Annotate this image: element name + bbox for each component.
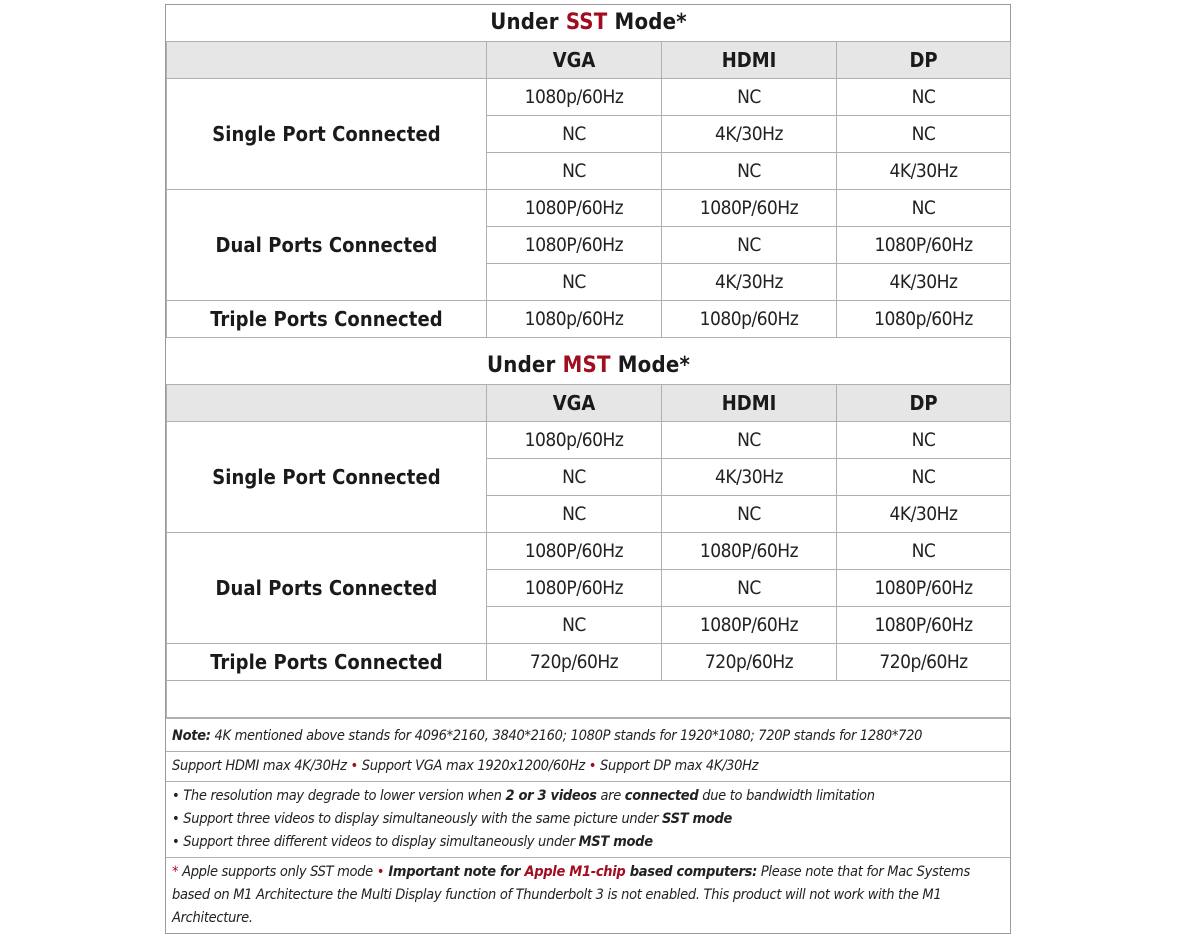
mst-cell-vga: NC [487, 495, 662, 532]
mst-cell-hdmi: 4K/30Hz [662, 458, 837, 495]
mst-header-hdmi: HDMI [662, 384, 837, 421]
table-row [167, 421, 1011, 458]
sst-cell-hdmi: 1080P/60Hz [662, 189, 837, 226]
mst-cell-dp: 4K/30Hz [837, 495, 1011, 532]
resolution-table [166, 5, 1011, 718]
mst-cell-hdmi: NC [662, 569, 837, 606]
sst-cell-vga: NC [487, 115, 662, 152]
note-support-limits: Support HDMI max 4K/30Hz • Support VGA max 1920x1200/60Hz • Support DP max 4K/30Hz [166, 751, 1010, 781]
sst-cell-dp: 1080p/60Hz [837, 300, 1011, 337]
mst-cell-hdmi: 720p/60Hz [662, 643, 837, 680]
sst-group-label: Triple Ports Connected [167, 300, 487, 337]
table-row [167, 189, 1011, 226]
mst-header-blank [167, 384, 487, 421]
note-bullet-mst: • Support three different videos to display simultaneously under MST mode [172, 833, 653, 850]
mst-header-dp: DP [837, 384, 1011, 421]
mst-group-label: Dual Ports Connected [167, 532, 487, 643]
mst-cell-vga: 1080P/60Hz [487, 569, 662, 606]
sst-group-label: Dual Ports Connected [167, 189, 487, 300]
table-row [167, 643, 1011, 680]
mst-group-label: Triple Ports Connected [167, 643, 487, 680]
sst-cell-vga: 1080p/60Hz [487, 78, 662, 115]
sst-cell-vga: NC [487, 263, 662, 300]
sst-cell-dp: 4K/30Hz [837, 263, 1011, 300]
mst-cell-vga: 1080p/60Hz [487, 421, 662, 458]
note-apple-m1: * Apple supports only SST mode • Important note for Apple M1-chip based computers: Please note that for Mac Systems based on M1 Architecture the Multi Display function of Thunderbolt 3 is not enabled. This product will not work with the M1 Architecture. [166, 857, 1010, 933]
mst-group-label: Single Port Connected [167, 421, 487, 532]
note-bullet-bandwidth: • The resolution may degrade to lower version when 2 or 3 videos are connected due to bandwidth limitation [172, 787, 875, 804]
mst-cell-vga: 720p/60Hz [487, 643, 662, 680]
sst-cell-hdmi: 1080p/60Hz [662, 300, 837, 337]
compatibility-sheet [165, 4, 1011, 934]
mst-cell-vga: NC [487, 458, 662, 495]
sst-cell-dp: 4K/30Hz [837, 152, 1011, 189]
sst-cell-hdmi: NC [662, 226, 837, 263]
mst-section [167, 337, 1011, 717]
sst-cell-hdmi: NC [662, 78, 837, 115]
sst-cell-vga: 1080P/60Hz [487, 189, 662, 226]
mst-cell-hdmi: NC [662, 495, 837, 532]
sst-cell-dp: 1080P/60Hz [837, 226, 1011, 263]
mst-cell-dp: 1080P/60Hz [837, 606, 1011, 643]
mst-cell-hdmi: 1080P/60Hz [662, 606, 837, 643]
sst-cell-hdmi: 4K/30Hz [662, 115, 837, 152]
mst-cell-vga: 1080P/60Hz [487, 532, 662, 569]
sst-section [167, 5, 1011, 337]
table-spacer [167, 680, 1011, 717]
sst-header-blank [167, 41, 487, 78]
mst-cell-vga: NC [487, 606, 662, 643]
sst-cell-vga: NC [487, 152, 662, 189]
table-row [167, 300, 1011, 337]
sst-cell-hdmi: NC [662, 152, 837, 189]
sst-cell-vga: 1080P/60Hz [487, 226, 662, 263]
table-row [167, 78, 1011, 115]
mst-cell-dp: 720p/60Hz [837, 643, 1011, 680]
sst-cell-dp: NC [837, 115, 1011, 152]
sst-header-vga: VGA [487, 41, 662, 78]
mst-cell-hdmi: 1080P/60Hz [662, 532, 837, 569]
sst-header-row [167, 41, 1011, 78]
table-row [167, 532, 1011, 569]
mst-cell-dp: NC [837, 421, 1011, 458]
note-bullet-sst: • Support three videos to display simultaneously with the same picture under SST mode [172, 810, 733, 827]
note-bullets [166, 781, 1010, 857]
sst-cell-dp: NC [837, 189, 1011, 226]
spacer-cell [167, 680, 1011, 717]
sst-title: Under SST Mode* [167, 5, 1011, 41]
mst-cell-dp: 1080P/60Hz [837, 569, 1011, 606]
mst-header-vga: VGA [487, 384, 662, 421]
sst-cell-hdmi: 4K/30Hz [662, 263, 837, 300]
sst-cell-dp: NC [837, 78, 1011, 115]
sst-group-label: Single Port Connected [167, 78, 487, 189]
note-resolution-definitions: Note: 4K mentioned above stands for 4096*2160, 3840*2160; 1080P stands for 1920*1080; 720P stands for 1280*720 [166, 718, 1010, 751]
sst-header-hdmi: HDMI [662, 41, 837, 78]
mst-cell-dp: NC [837, 458, 1011, 495]
sst-cell-vga: 1080p/60Hz [487, 300, 662, 337]
mst-title: Under MST Mode* [167, 337, 1011, 384]
mst-cell-hdmi: NC [662, 421, 837, 458]
mst-header-row [167, 384, 1011, 421]
notes-table [166, 718, 1010, 933]
mst-cell-dp: NC [837, 532, 1011, 569]
sst-header-dp: DP [837, 41, 1011, 78]
